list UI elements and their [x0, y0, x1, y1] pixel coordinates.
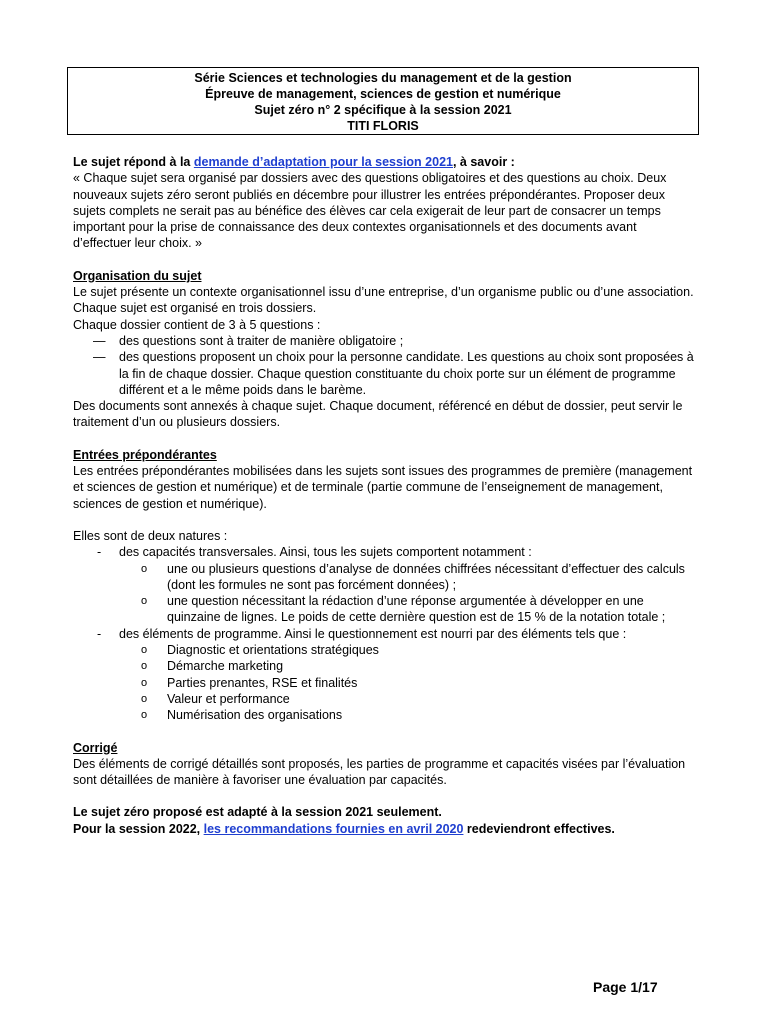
- recommendations-link[interactable]: les recommandations fournies en avril 2020: [203, 821, 464, 836]
- list-item-text: une question nécessitant la rédaction d’une réponse argumentée à développer en une quinzaine de lignes. Le poids de cette dernière question est de 15 % de la notation totale ;: [167, 594, 666, 625]
- circle-marker: o: [141, 660, 148, 673]
- title-subject: Sujet zéro n° 2 spécifique à la session 2021: [254, 103, 512, 117]
- circle-marker: o: [141, 595, 148, 608]
- section-title-corrige: Corrigé: [73, 740, 118, 755]
- circle-marker: o: [141, 676, 148, 689]
- intro-lead-suffix: , à savoir :: [452, 155, 515, 169]
- intro-lead: [73, 154, 698, 170]
- list-item-text: une ou plusieurs questions d’analyse de données chiffrées nécessitant d’effectuer des calculs (dont les formules ne sont pas forcément données) ;: [167, 561, 685, 592]
- dash-marker: -: [97, 545, 102, 560]
- list-item-text: Valeur et performance: [167, 691, 290, 706]
- circle-marker: o: [141, 562, 148, 575]
- entrees-paragraph-2: Elles sont de deux natures :: [73, 528, 228, 543]
- list-item: [73, 658, 698, 674]
- capacities-list: [73, 561, 698, 626]
- list-item-text: des éléments de programme. Ainsi le questionnement est nourri par des éléments tels que :: [119, 626, 627, 641]
- list-item-text: Diagnostic et orientations stratégiques: [167, 643, 379, 658]
- list-item: [73, 626, 698, 642]
- list-item: [73, 349, 698, 398]
- corrige-paragraph: Des éléments de corrigé détaillés sont proposés, les parties de programme et capacités visées par l’évaluation sont détaillées de manière à favoriser une évaluation par capacités.: [73, 756, 686, 788]
- closing-line-2: [73, 821, 698, 837]
- dash-marker: -: [97, 626, 102, 641]
- title-case-name: TITI FLORIS: [347, 119, 419, 133]
- list-item-text: Démarche marketing: [167, 659, 284, 674]
- list-item: [73, 707, 698, 723]
- section-title-entrees: Entrées prépondérantes: [73, 447, 217, 462]
- entrees-paragraph-1: Les entrées prépondérantes mobilisées dans les sujets sont issues des programmes de première (management et sciences de gestion et numérique) et de terminale (partie commune de l’enseignement de management, sciences de gestion et numérique).: [73, 464, 693, 511]
- list-item: [73, 333, 698, 349]
- list-item-text: des questions proposent un choix pour la personne candidate. Les questions au choix sont proposées à la fin de chaque dossier. Chaque question constituante du choix porte sur un élément de programme différent et a le même poids dans le barème.: [119, 350, 694, 397]
- closing-line-2-text: Pour la session 2022,: [73, 821, 204, 836]
- list-item-text: Numérisation des organisations: [167, 708, 343, 723]
- list-item: [73, 593, 698, 626]
- question-types-list: [73, 333, 698, 398]
- page-number: Page 1/17: [593, 979, 658, 995]
- closing-line-2-suffix: redeviendront effectives.: [463, 821, 615, 836]
- list-item: [73, 544, 698, 560]
- organisation-paragraph-4: Des documents sont annexés à chaque sujet. Chaque document, référencé en début de dossier, peut servir le traitement d’un ou plusieurs dossiers.: [73, 399, 683, 430]
- list-item: [73, 642, 698, 658]
- title-exam: Épreuve de management, sciences de gestion et numérique: [205, 87, 561, 101]
- intro-quote: « Chaque sujet sera organisé par dossiers avec des questions obligatoires et des questions au choix. Deux nouveaux sujets zéro seront publiés en décembre pour illustrer les entrées prépondérantes. Proposer deux sujets complets ne serait pas au bénéfice des élèves car cela exigerait de leur part de consacrer un temps important pour la prise de connaissance des deux contextes organisationnels et des documents avant d’effectuer leur choix. »: [73, 171, 667, 251]
- list-item-text: des capacités transversales. Ainsi, tous les sujets comportent notamment :: [119, 545, 532, 560]
- document-body: [73, 154, 698, 837]
- circle-marker: o: [141, 692, 148, 705]
- organisation-paragraph-2: Chaque sujet est organisé en trois dossiers.: [73, 301, 317, 316]
- programme-elements-list: [73, 642, 698, 723]
- dash-marker: —: [93, 350, 106, 365]
- list-item-text: des questions sont à traiter de manière obligatoire ;: [119, 333, 404, 348]
- dash-marker: —: [93, 333, 106, 348]
- natures-list-2: [73, 626, 698, 642]
- section-title-organisation: Organisation du sujet: [73, 268, 202, 283]
- adaptation-link[interactable]: demande d’adaptation pour la session 2021: [193, 155, 453, 169]
- natures-list: [73, 544, 698, 560]
- list-item: [73, 675, 698, 691]
- list-item: [73, 691, 698, 707]
- organisation-paragraph-3: Chaque dossier contient de 3 à 5 questions :: [73, 317, 321, 332]
- title-box: [67, 67, 699, 135]
- circle-marker: o: [141, 709, 148, 722]
- title-series: Série Sciences et technologies du management et de la gestion: [194, 71, 572, 85]
- list-item: [73, 561, 698, 594]
- closing-line-1: Le sujet zéro proposé est adapté à la session 2021 seulement.: [73, 805, 442, 820]
- organisation-paragraph-1: Le sujet présente un contexte organisationnel issu d’une entreprise, d’un organisme public ou d’une association.: [73, 285, 694, 300]
- circle-marker: o: [141, 644, 148, 657]
- list-item-text: Parties prenantes, RSE et finalités: [167, 675, 358, 690]
- intro-lead-text: Le sujet répond à la: [73, 155, 194, 169]
